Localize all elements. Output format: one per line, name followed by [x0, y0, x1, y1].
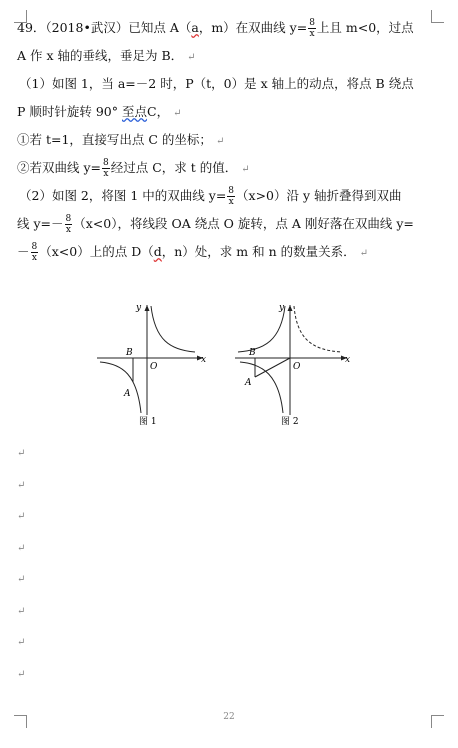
paragraph-mark-icon: ↵ — [241, 164, 250, 175]
figure-2 — [235, 303, 350, 427]
figure-1 — [97, 303, 206, 427]
problem-line-9 — [17, 238, 437, 266]
paragraph-mark-icon: ↵ — [17, 574, 26, 585]
problem-line-6 — [17, 154, 437, 182]
fraction — [227, 186, 235, 207]
text-run: （x<0）上的点 D（ — [39, 244, 154, 259]
problem-number: 49． — [17, 20, 46, 35]
fraction-numerator: 8 — [228, 186, 235, 196]
y-axis-label: y — [136, 303, 142, 313]
problem-line-7 — [17, 182, 437, 210]
text-run: C， — [147, 104, 170, 119]
text-run: ，m）在双曲线 y= — [198, 20, 308, 35]
paragraph-mark-icon: ↵ — [17, 668, 26, 680]
fraction-denominator: x — [65, 225, 71, 235]
hyperbola-branch-q3 — [100, 362, 141, 413]
hyperbola-branch-q1 — [151, 306, 195, 352]
fraction-denominator: x — [228, 197, 234, 207]
fraction-denominator: x — [309, 29, 315, 39]
point-a-label: A — [245, 378, 252, 388]
point-b-label: B — [249, 348, 256, 358]
paragraph-mark-icon: ↵ — [215, 136, 225, 147]
x-axis-label: x — [345, 355, 351, 365]
y-axis-arrow-icon — [288, 305, 293, 311]
text-run: 上且 m<0，过点 — [316, 20, 414, 35]
fraction — [308, 18, 316, 39]
problem-line-3 — [17, 70, 437, 98]
page-number: 22 — [223, 712, 235, 722]
text-run: （x<0），将线段 OA 绕点 O 旋转，点 A 刚好落在双曲线 y= — [73, 216, 414, 231]
y-axis-arrow-icon — [145, 305, 150, 311]
problem-text — [17, 14, 437, 266]
paragraph-mark-icon: ↵ — [17, 511, 26, 522]
problem-line-5 — [17, 126, 437, 154]
text-run: ，n）处，求 m 和 n 的数量关系． — [161, 244, 356, 259]
paragraph-mark-icon: ↵ — [359, 248, 368, 259]
fraction — [65, 214, 73, 235]
spellcheck-word: a — [191, 20, 199, 35]
origin-label: O — [293, 362, 301, 372]
text-run: 已知点 A（ — [128, 20, 192, 35]
text-run: 经过点 C，求 t 的值． — [110, 160, 238, 175]
hyperbola-branch-q2 — [238, 306, 285, 352]
problem-source: （2018•武汉） — [45, 20, 129, 35]
fraction-denominator: x — [103, 169, 109, 179]
paragraph-mark-icon: ↵ — [173, 108, 182, 119]
text-run: （x>0）沿 y 轴折叠得到双曲 — [236, 188, 402, 203]
fraction — [102, 158, 110, 179]
text-run: P 顺时针旋转 90° — [17, 104, 119, 119]
paragraph-mark-icon: ↵ — [187, 52, 196, 63]
text-run: ②若双曲线 y= — [17, 160, 102, 175]
text-run: A 作 x 轴的垂线，垂足为 B． — [17, 48, 184, 63]
text-run: （1）如图 1，当 a=－2 时，P（t，0）是 x 轴上的动点，将点 B 绕点 — [19, 76, 414, 91]
paragraph-mark-icon: ↵ — [17, 542, 26, 554]
spellcheck-word: d — [153, 244, 162, 259]
text-run: （2）如图 2，将图 1 中的双曲线 y= — [19, 188, 227, 203]
origin-label: O — [150, 362, 158, 372]
figure-caption: 图 1 — [139, 417, 157, 427]
text-run: － — [17, 244, 30, 259]
fraction-numerator: 8 — [65, 214, 72, 224]
problem-line-2 — [17, 42, 437, 70]
paragraph-mark-icon: ↵ — [17, 605, 26, 617]
y-axis-label: y — [279, 303, 285, 313]
x-axis-label: x — [201, 355, 207, 365]
text-run: ①若 t=1，直接写出点 C 的坐标； — [17, 132, 212, 147]
figure-area — [95, 300, 365, 435]
fraction-numerator: 8 — [103, 158, 109, 168]
fraction — [31, 242, 39, 263]
hyperbola-figures — [95, 300, 365, 435]
fraction-denominator: x — [31, 253, 37, 263]
hyperbola-branch-q1-dashed — [294, 306, 341, 352]
paragraph-mark-icon: ↵ — [17, 448, 26, 459]
point-a-label: A — [124, 389, 131, 399]
figure-caption: 图 2 — [281, 417, 299, 427]
problem-line-1 — [17, 14, 437, 42]
problem-line-8 — [17, 210, 437, 238]
point-b-label: B — [126, 348, 133, 358]
fraction-numerator: 8 — [309, 18, 315, 28]
text-run: 线 y=－ — [17, 216, 64, 231]
paragraph-mark-icon: ↵ — [17, 479, 26, 491]
fraction-numerator: 8 — [31, 242, 38, 252]
problem-line-4 — [17, 98, 437, 126]
paragraph-mark-icon: ↵ — [17, 637, 26, 648]
empty-paragraphs — [17, 448, 25, 700]
grammar-check-word: 至点 — [122, 104, 148, 119]
